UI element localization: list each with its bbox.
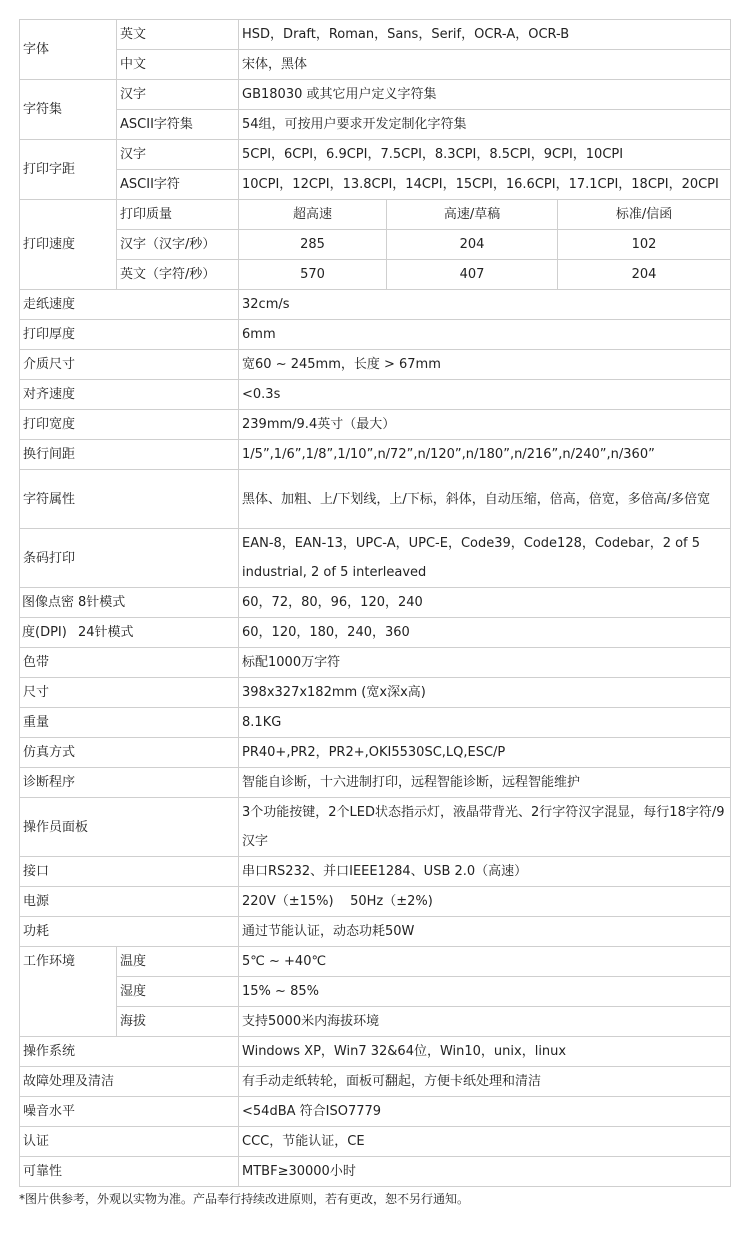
row-env-humid (20, 977, 731, 1007)
row-charset-ascii (20, 110, 731, 140)
pitch-label: 打印字距 (20, 140, 117, 200)
media-label: 介质尺寸 (20, 350, 239, 380)
speed-en-standard: 204 (558, 260, 731, 290)
os-value: Windows XP，Win7 32&64位，Win10，unix，linux (239, 1037, 731, 1067)
pitch-ascii-label: ASCII字符 (117, 170, 239, 200)
dpi-8-label: 8针模式 (78, 595, 126, 610)
row-diag (20, 768, 731, 798)
noise-value: <54dBA 符合ISO7779 (239, 1097, 731, 1127)
speed-hanzi-standard: 102 (558, 230, 731, 260)
row-align (20, 380, 731, 410)
charset-label: 字符集 (20, 80, 117, 140)
power-value: 220V（±15%) 50Hz（±2%) (239, 887, 731, 917)
row-barcode (20, 529, 731, 588)
row-emulation (20, 738, 731, 768)
speed-header-high: 高速/草稿 (387, 200, 558, 230)
speed-header-ultra: 超高速 (239, 200, 387, 230)
charset-hanzi-label: 汉字 (117, 80, 239, 110)
speed-hanzi-label: 汉字（汉字/秒） (117, 230, 239, 260)
env-label: 工作环境 (20, 947, 117, 1037)
row-speed-hanzi (20, 230, 731, 260)
row-noise (20, 1097, 731, 1127)
barcode-value: EAN-8，EAN-13，UPC-A，UPC-E，Code39，Code128，Codebar，2 of 5 industrial, 2 of 5 interleaved (239, 529, 731, 588)
row-thickness (20, 320, 731, 350)
footnote: *图片供参考，外观以实物为准。产品奉行持续改进原则，若有更改，恕不另行通知。 (19, 1192, 470, 1206)
row-size (20, 678, 731, 708)
row-consumption (20, 917, 731, 947)
speed-en-high: 407 (387, 260, 558, 290)
dpi-8-value: 60，72，80，96，120，240 (239, 588, 731, 618)
barcode-label: 条码打印 (20, 529, 239, 588)
row-paper-speed (20, 290, 731, 320)
paper-speed-value: 32cm/s (239, 290, 731, 320)
row-env-alt (20, 1007, 731, 1037)
ribbon-label: 色带 (20, 648, 239, 678)
row-env-temp (20, 947, 731, 977)
thickness-label: 打印厚度 (20, 320, 239, 350)
consumption-value: 通过节能认证，动态功耗50W (239, 917, 731, 947)
row-interface (20, 857, 731, 887)
emulation-value: PR40+,PR2，PR2+,OKI5530SC,LQ,ESC/P (239, 738, 731, 768)
row-speed-header (20, 200, 731, 230)
row-fault (20, 1067, 731, 1097)
env-alt-label: 海拔 (117, 1007, 239, 1037)
size-label: 尺寸 (20, 678, 239, 708)
attr-value: 黑体、加粗、上/下划线，上/下标，斜体，自动压缩，倍高，倍宽，多倍高/多倍宽 (239, 470, 731, 529)
power-label: 电源 (20, 887, 239, 917)
cert-label: 认证 (20, 1127, 239, 1157)
panel-value: 3个功能按键，2个LED状态指示灯，液晶带背光、2行字符汉字混显，每行18字符/9汉字 (239, 798, 731, 857)
emulation-label: 仿真方式 (20, 738, 239, 768)
font-en-value: HSD，Draft，Roman，Sans，Serif，OCR-A，OCR-B (239, 20, 731, 50)
consumption-label: 功耗 (20, 917, 239, 947)
row-font-cn (20, 50, 731, 80)
pitch-hanzi-value: 5CPI，6CPI，6.9CPI，7.5CPI，8.3CPI，8.5CPI，9CPI，10CPI (239, 140, 731, 170)
align-label: 对齐速度 (20, 380, 239, 410)
weight-value: 8.1KG (239, 708, 731, 738)
weight-label: 重量 (20, 708, 239, 738)
font-en-label: 英文 (117, 20, 239, 50)
noise-label: 噪音水平 (20, 1097, 239, 1127)
row-speed-en (20, 260, 731, 290)
env-alt-value: 支持5000米内海拔环境 (239, 1007, 731, 1037)
reliability-value: MTBF≥30000小时 (239, 1157, 731, 1187)
speed-header-standard: 标准/信函 (558, 200, 731, 230)
charset-hanzi-value: GB18030 或其它用户定义字符集 (239, 80, 731, 110)
env-humid-label: 湿度 (117, 977, 239, 1007)
diag-label: 诊断程序 (20, 768, 239, 798)
pitch-hanzi-label: 汉字 (117, 140, 239, 170)
row-reliability (20, 1157, 731, 1187)
row-ribbon (20, 648, 731, 678)
linefeed-label: 换行间距 (20, 440, 239, 470)
reliability-label: 可靠性 (20, 1157, 239, 1187)
fault-label: 故障处理及清洁 (20, 1067, 239, 1097)
font-cn-value: 宋体，黑体 (239, 50, 731, 80)
fault-value: 有手动走纸转轮，面板可翻起，方便卡纸处理和清洁 (239, 1067, 731, 1097)
linefeed-value: 1/5”,1/6”,1/8”,1/10”,n/72”,n/120”,n/180”,n/216”,n/240”,n/360” (239, 440, 731, 470)
charset-ascii-label: ASCII字符集 (117, 110, 239, 140)
env-humid-value: 15% ~ 85% (239, 977, 731, 1007)
interface-label: 接口 (20, 857, 239, 887)
media-value: 宽60 ~ 245mm，长度 > 67mm (239, 350, 731, 380)
row-pitch-hanzi (20, 140, 731, 170)
row-os (20, 1037, 731, 1067)
font-label: 字体 (20, 20, 117, 80)
dpi-label-line1: 图像点密 (22, 595, 75, 610)
row-panel (20, 798, 731, 857)
pitch-ascii-value: 10CPI，12CPI，13.8CPI，14CPI，15CPI，16.6CPI，17.1CPI，18CPI，20CPI (239, 170, 731, 200)
env-temp-label: 温度 (117, 947, 239, 977)
row-width (20, 410, 731, 440)
row-pitch-ascii (20, 170, 731, 200)
paper-speed-label: 走纸速度 (20, 290, 239, 320)
row-charset-hanzi (20, 80, 731, 110)
row-dpi-8 (20, 588, 731, 618)
thickness-value: 6mm (239, 320, 731, 350)
attr-label: 字符属性 (20, 470, 239, 529)
speed-hanzi-ultra: 285 (239, 230, 387, 260)
dpi-label-line2: 度(DPI) (22, 625, 67, 640)
row-cert (20, 1127, 731, 1157)
row-font-en (20, 20, 731, 50)
size-value: 398x327x182mm (宽x深x高) (239, 678, 731, 708)
row-media (20, 350, 731, 380)
env-temp-value: 5℃ ~ +40℃ (239, 947, 731, 977)
row-weight (20, 708, 731, 738)
speed-header-quality: 打印质量 (117, 200, 239, 230)
ribbon-value: 标配1000万字符 (239, 648, 731, 678)
speed-en-ultra: 570 (239, 260, 387, 290)
align-value: <0.3s (239, 380, 731, 410)
speed-label: 打印速度 (20, 200, 117, 290)
row-linefeed (20, 440, 731, 470)
interface-value: 串口RS232、并口IEEE1284、USB 2.0（高速） (239, 857, 731, 887)
width-label: 打印宽度 (20, 410, 239, 440)
os-label: 操作系统 (20, 1037, 239, 1067)
speed-hanzi-high: 204 (387, 230, 558, 260)
charset-ascii-value: 54组，可按用户要求开发定制化字符集 (239, 110, 731, 140)
row-power (20, 887, 731, 917)
spec-table (19, 19, 731, 1187)
panel-label: 操作员面板 (20, 798, 239, 857)
row-dpi-24 (20, 618, 731, 648)
width-value: 239mm/9.4英寸（最大） (239, 410, 731, 440)
cert-value: CCC，节能认证，CE (239, 1127, 731, 1157)
speed-en-label: 英文（字符/秒） (117, 260, 239, 290)
row-attr (20, 470, 731, 529)
dpi-8-label-cell (20, 588, 239, 618)
diag-value: 智能自诊断，十六进制打印，远程智能诊断，远程智能维护 (239, 768, 731, 798)
dpi-24-value: 60，120，180，240，360 (239, 618, 731, 648)
dpi-24-label-cell (20, 618, 239, 648)
font-cn-label: 中文 (117, 50, 239, 80)
dpi-24-label: 24针模式 (78, 625, 134, 640)
